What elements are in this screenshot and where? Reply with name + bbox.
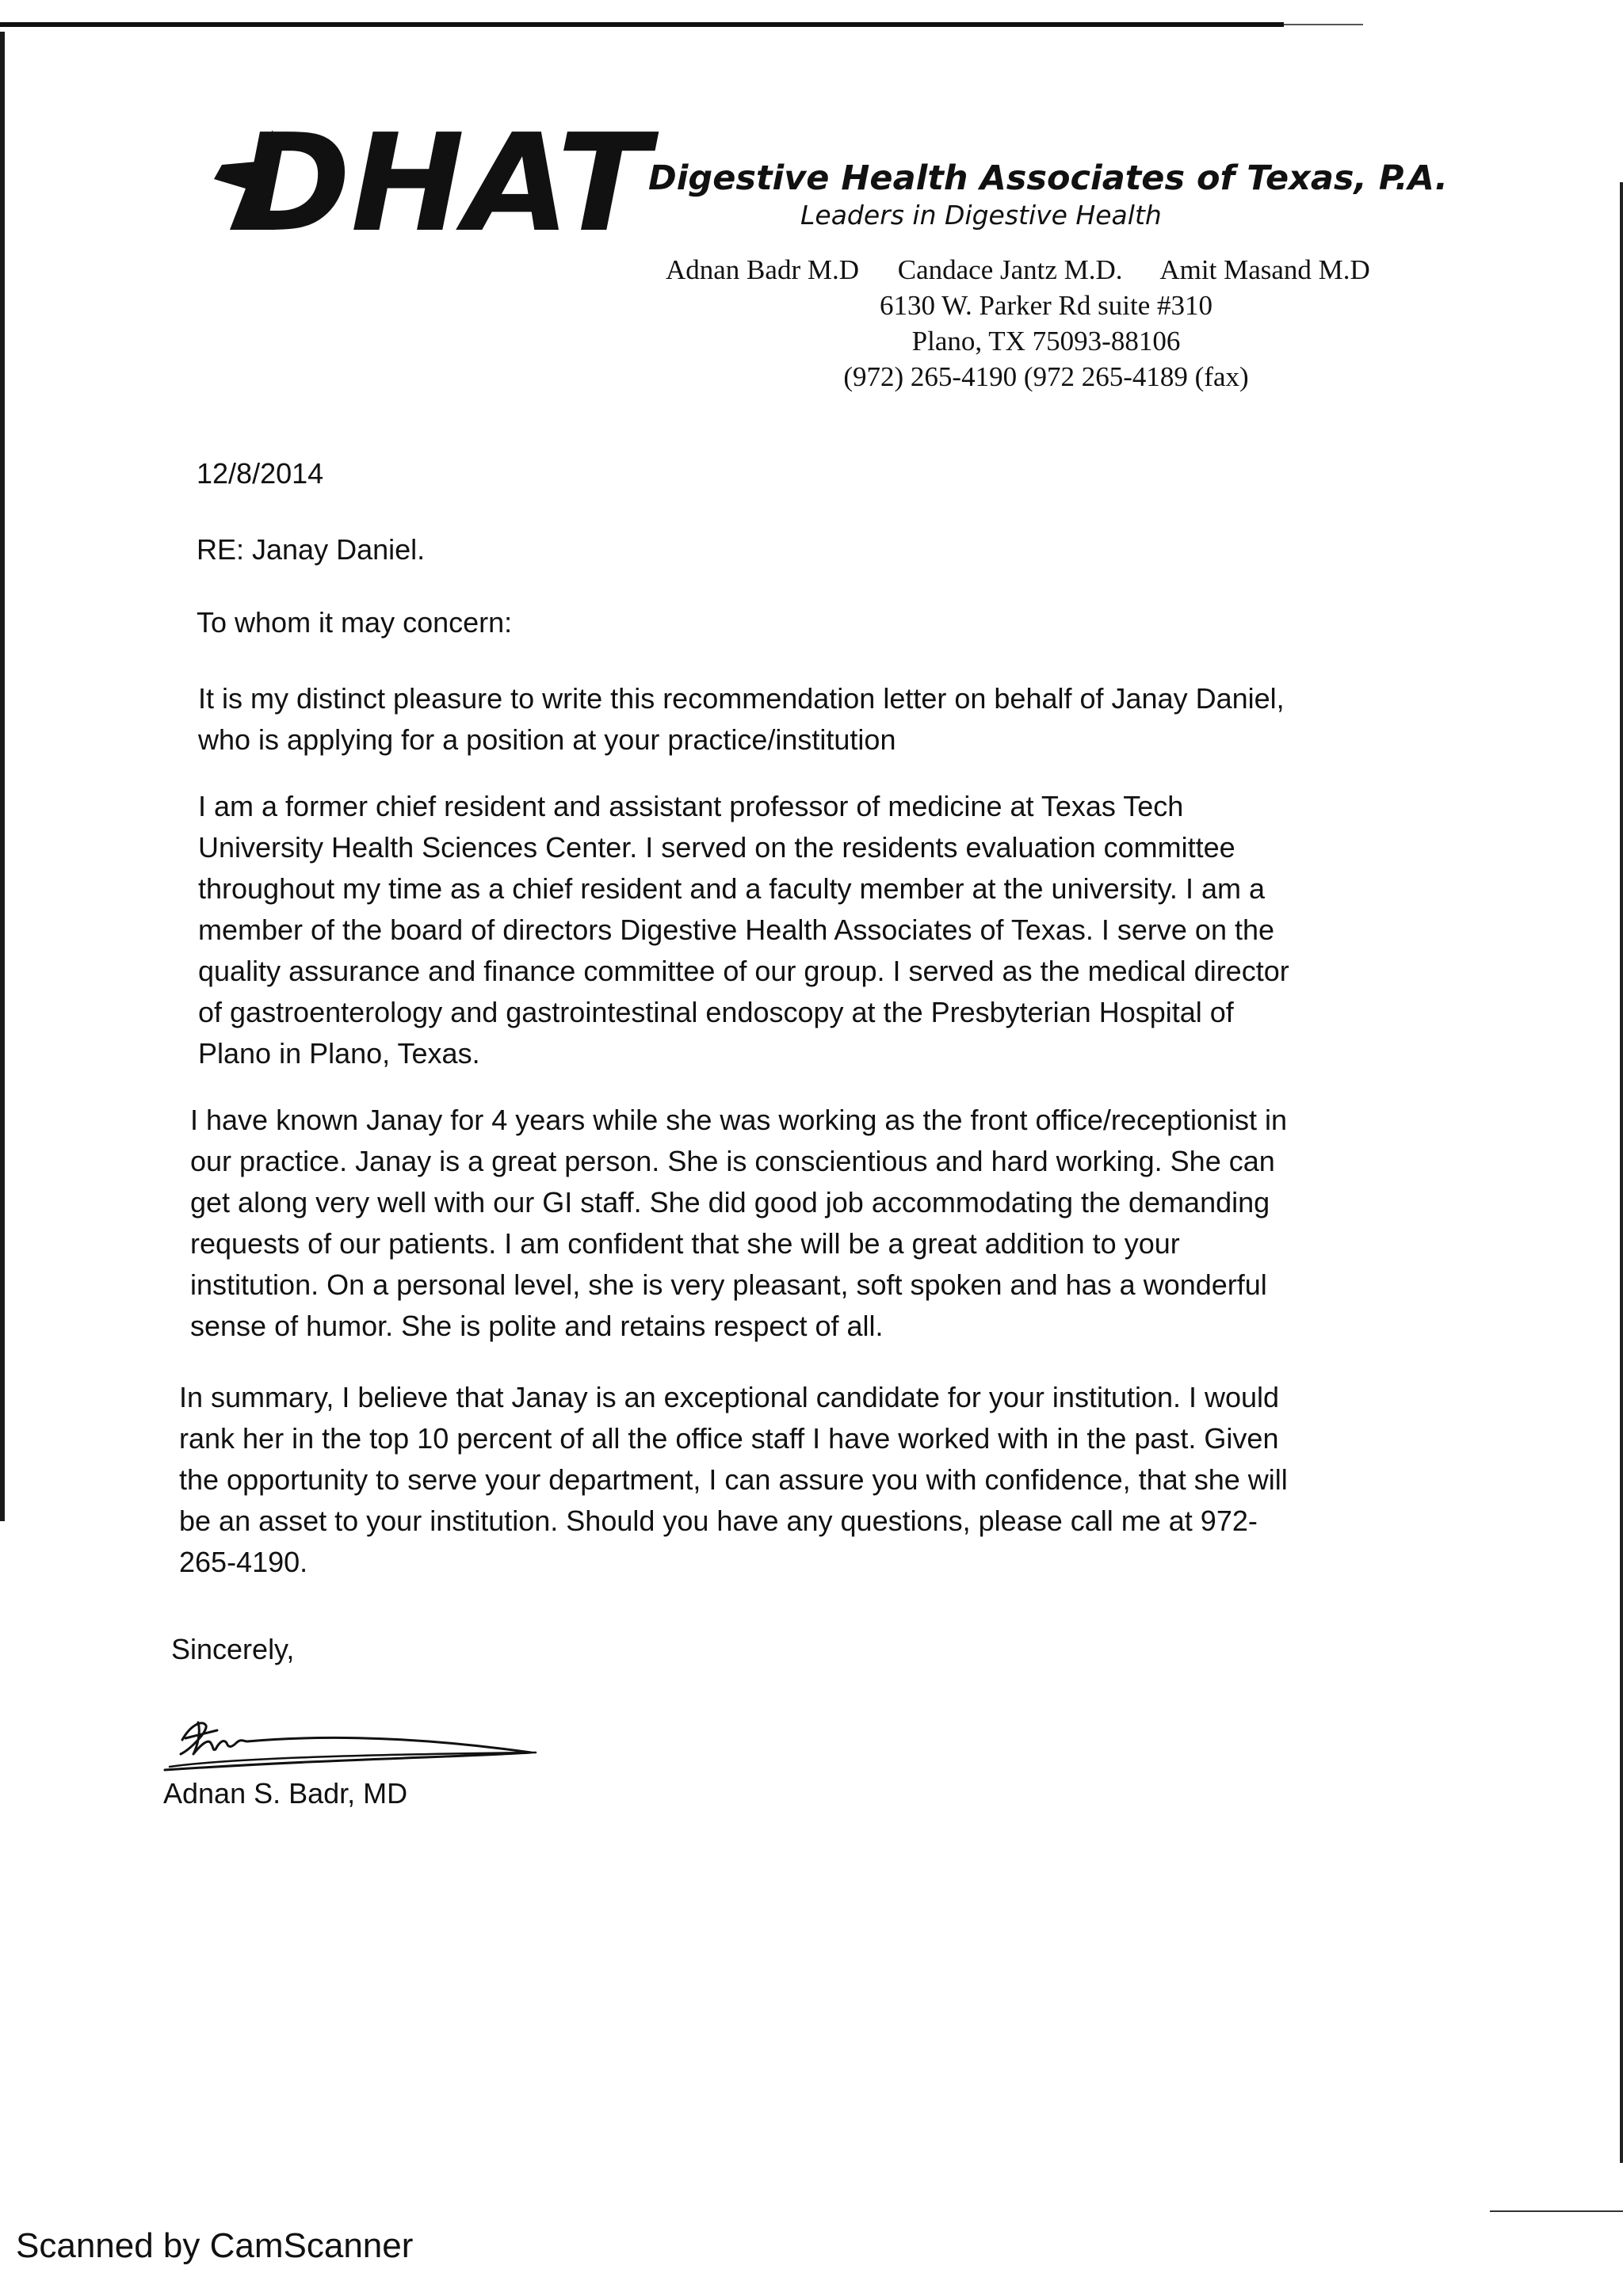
scan-edge-right bbox=[1620, 182, 1623, 2163]
paragraph-line: throughout my time as a chief resident and a faculty member at the university. I am a bbox=[198, 872, 1265, 905]
scan-edge-left bbox=[0, 32, 5, 1521]
paragraph-line: rank her in the top 10 percent of all the office staff I have worked with in the past. Given bbox=[179, 1422, 1279, 1455]
letter-date: 12/8/2014 bbox=[197, 457, 324, 490]
phone-fax-line: (972) 265-4190 (972 265-4189 (fax) bbox=[843, 361, 1249, 392]
paragraph-line: Plano in Plano, Texas. bbox=[198, 1037, 480, 1070]
handwritten-signature bbox=[158, 1702, 555, 1781]
paragraph-2 bbox=[198, 786, 1289, 1074]
paragraph-1 bbox=[198, 678, 1285, 761]
dhat-logo bbox=[208, 103, 667, 246]
paragraph-line: sense of humor. She is polite and retains respect of all. bbox=[190, 1310, 884, 1342]
letter-re-line: RE: Janay Daniel. bbox=[197, 533, 426, 566]
letter-signer-name: Adnan S. Badr, MD bbox=[163, 1777, 408, 1810]
doctor-list bbox=[666, 252, 1411, 288]
paragraph-line: It is my distinct pleasure to write this recommendation letter on behalf of Janay Daniel, bbox=[198, 682, 1285, 715]
paragraph-line: be an asset to your institution. Should you have any questions, please call me at 972- bbox=[179, 1505, 1258, 1537]
paragraph-line: institution. On a personal level, she is very pleasant, soft spoken and has a wonderful bbox=[190, 1268, 1267, 1301]
letter-salutation: To whom it may concern: bbox=[197, 606, 513, 639]
scan-edge-top bbox=[0, 22, 1284, 27]
organization-name: Digestive Health Associates of Texas, P.A. bbox=[648, 158, 1449, 198]
paragraph-line: quality assurance and finance committee of our group. I served as the medical director bbox=[198, 955, 1289, 987]
camscanner-footer: Scanned by CamScanner bbox=[16, 2226, 414, 2265]
paragraph-3 bbox=[190, 1100, 1287, 1347]
paragraph-line: of gastroenterology and gastrointestinal endoscopy at the Presbyterian Hospital of bbox=[198, 996, 1234, 1028]
doctor-name: Adnan Badr M.D bbox=[666, 254, 859, 285]
address-line-2: Plano, TX 75093-88106 bbox=[911, 326, 1181, 357]
paragraph-line: requests of our patients. I am confident that she will be a great addition to your bbox=[190, 1227, 1180, 1260]
doctor-name: Candace Jantz M.D. bbox=[897, 254, 1123, 285]
scan-edge-top-thin bbox=[1284, 24, 1363, 25]
address-line-1: 6130 W. Parker Rd suite #310 bbox=[880, 290, 1212, 321]
paragraph-line: member of the board of directors Digestive Health Associates of Texas. I serve on the bbox=[198, 913, 1275, 946]
paragraph-line: I have known Janay for 4 years while she was working as the front office/receptionist in bbox=[190, 1104, 1288, 1136]
paragraph-line: get along very well with our GI staff. She did good job accommodating the demanding bbox=[190, 1186, 1270, 1219]
letter-closing: Sincerely, bbox=[171, 1633, 295, 1665]
paragraph-line: University Health Sciences Center. I served on the residents evaluation committee bbox=[198, 831, 1235, 864]
letterhead-address-block bbox=[666, 252, 1411, 395]
scan-edge-bottom bbox=[1490, 2210, 1623, 2212]
paragraph-line: In summary, I believe that Janay is an exceptional candidate for your institution. I would bbox=[179, 1381, 1280, 1413]
paragraph-4 bbox=[179, 1377, 1288, 1583]
organization-tagline: Leaders in Digestive Health bbox=[800, 200, 1162, 231]
paragraph-line: the opportunity to serve your department, I can assure you with confidence, that she will bbox=[179, 1463, 1288, 1496]
logo-text: DHAT bbox=[238, 105, 660, 246]
paragraph-line: who is applying for a position at your practice/institution bbox=[198, 723, 896, 756]
paragraph-line: I am a former chief resident and assistant professor of medicine at Texas Tech bbox=[198, 790, 1184, 822]
doctor-name: Amit Masand M.D bbox=[1159, 254, 1370, 285]
paragraph-line: our practice. Janay is a great person. She is conscientious and hard working. She can bbox=[190, 1145, 1275, 1177]
paragraph-line: 265-4190. bbox=[179, 1546, 308, 1578]
